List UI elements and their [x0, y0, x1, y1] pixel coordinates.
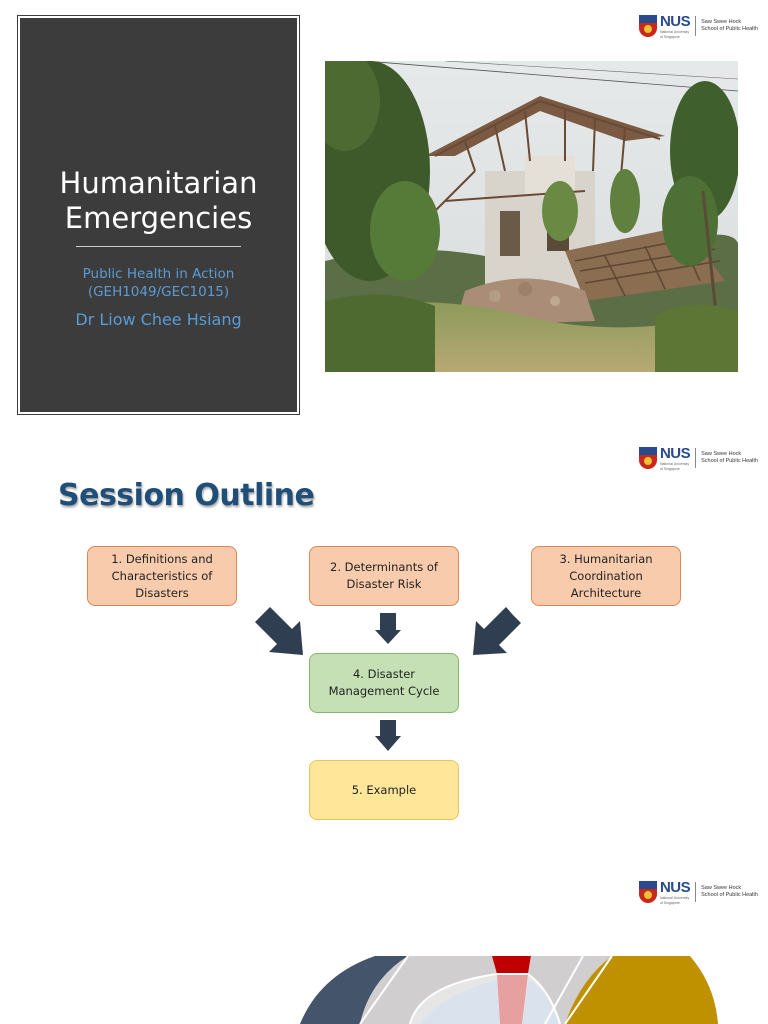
outline-slide [0, 430, 768, 870]
arrow-icon-down-center [375, 613, 401, 644]
cycle-diagram-slide [0, 870, 768, 1024]
management-cycle-wheel [0, 870, 768, 1024]
logo-wordmark: NUS [659, 878, 691, 896]
logo-school-line1: Saw Swee Hock [701, 19, 742, 25]
title-divider [76, 246, 241, 247]
course-subtitle [20, 265, 297, 301]
slide-heading: Session Outline [58, 478, 315, 513]
logo-university-line2: of Singapore [659, 900, 680, 905]
logo-wordmark: NUS [659, 12, 691, 30]
logo-university-line1: National University [659, 29, 690, 34]
outline-box-management-cycle: 4. Disaster Management Cycle [309, 653, 459, 713]
arrow-icon-down-lower [375, 720, 401, 751]
title-line-2: Emergencies [64, 201, 253, 235]
slide-title [20, 166, 297, 236]
logo-school-line1: Saw Swee Hock [701, 885, 742, 891]
collapsed-building-photo [325, 61, 738, 372]
logo-university-line2: of Singapore [659, 34, 680, 39]
logo-school-line2: School of Public Health [701, 26, 758, 32]
arrow-icon-diagonal-left [255, 607, 303, 655]
outline-box-determinants: 2. Determinants of Disaster Risk [309, 546, 459, 606]
logo-school-line2: School of Public Health [701, 458, 758, 464]
logo-school-line1: Saw Swee Hock [701, 451, 742, 457]
outline-box-definitions: 1. Definitions and Characteristics of Disasters [87, 546, 237, 606]
wheel-segment-red [492, 956, 531, 974]
presenter-name: Dr Liow Chee Hsiang [75, 310, 242, 329]
title-slide [0, 0, 768, 430]
arrow-icon-diagonal-right [473, 607, 521, 655]
logo-wordmark: NUS [659, 444, 691, 462]
logo-university-line1: National University [659, 461, 690, 466]
nus-logo [639, 12, 758, 40]
logo-university-line2: of Singapore [659, 466, 680, 471]
flow-arrows [0, 430, 768, 870]
title-line-1: Humanitarian [59, 166, 258, 200]
logo-university-line1: National University [659, 895, 690, 900]
outline-box-coordination: 3. Humanitarian Coordination Architecture [531, 546, 681, 606]
logo-school-line2: School of Public Health [701, 892, 758, 898]
subtitle-line-2: (GEH1049/GEC1015) [87, 284, 230, 300]
title-panel [18, 16, 299, 414]
outline-box-example: 5. Example [309, 760, 459, 820]
nus-crest-icon [639, 15, 657, 37]
subtitle-line-1: Public Health in Action [82, 266, 235, 282]
